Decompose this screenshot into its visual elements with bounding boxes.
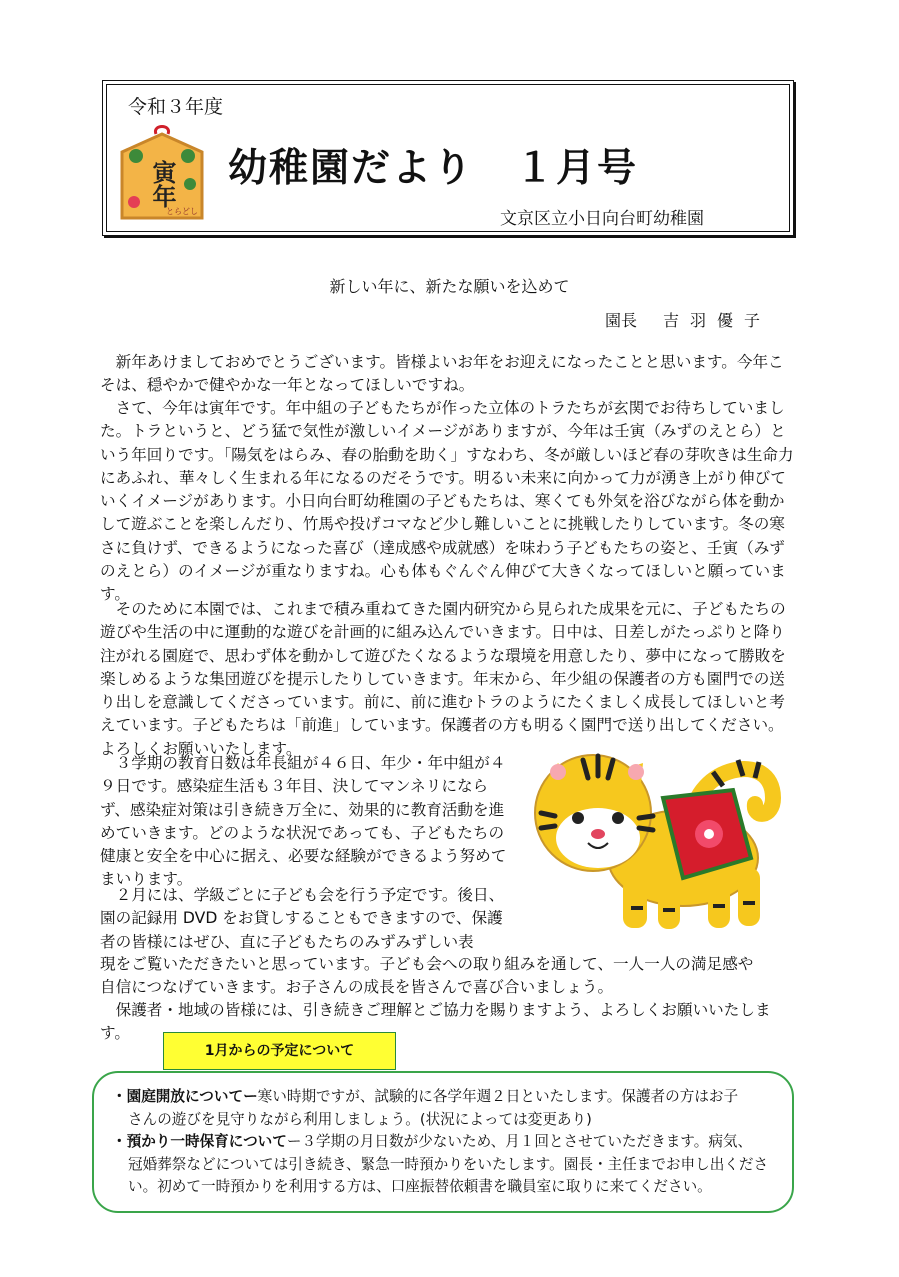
signature-name: 吉羽優子 [663,311,772,330]
newsletter-title: 幼稚園だより １月号 [228,146,639,191]
paragraph-closing: 保護者・地域の皆様には、引き続きご理解とご協力を賜りますよう、よろしくお願いいたします。 [100,1001,771,1043]
paragraph-greeting: 新年あけましておめでとうございます。皆様よいお年をお迎えになったことと思います。今年こそは、穏やかで健やかな一年となってほしいですね。 [100,353,784,395]
paragraph-event-cont-2: 自信につなげていきます。お子さんの成長を皆さんで喜び合いましょう。 [100,978,614,996]
signature-role: 園長 [605,311,638,330]
signature [605,308,771,331]
schedule-item-cont: さんの遊びを見守りながら利用しましょう。(状況によっては変更あり) [128,1110,592,1128]
schedule-item-text: 寒い時期ですが、試験的に各学年週２日といたします。保護者の方はお子 [257,1088,739,1105]
tiger-illustration [533,738,783,938]
bullet: ・ [112,1133,127,1150]
bullet: ・ [112,1088,127,1105]
schedule-item-title: 預かり一時保育について [126,1133,287,1150]
paragraph-plan: そのために本園では、これまで積み重ねてきた園内研究から見られた成果を元に、子どもたちの遊びや生活の中に運動的な遊びを計画的に組み込んでいきます。日中は、日差しがたっぷりと降り注がれる園庭で、思わず体を動かして遊びたくなるような環境を用意したり、夢中になって勝敗を楽しめるような集団遊びを提示したりしていきます。年末から、年少組の保護者の方も園門での送り出しを意識してくださっています。前に、前に進むトラのようにたくましく成長してほしいと考えています。子どもたちは「前進」しています。保護者の方も明るく園門で送り出してください。よろしくお願いいたします。 [100,600,786,758]
schedule-item-cont: 冠婚葬祭などについては引き続き、緊急一時預かりをいたします。園長・主任までお申し出ください。初めて一時預かりを利用する方は、口座振替依頼書を職員室に取りに来てください。 [128,1155,769,1195]
ema-plaque-icon [112,122,212,222]
schedule-label: 1月からの予定について [163,1032,396,1070]
schedule-item-childcare [112,1131,782,1199]
paragraph-tiger-year: さて、今年は寅年です。年中組の子どもたちが作った立体のトラたちが玄関でお待ちしていました。トラというと、どう猛で気性が激しいイメージがありますが、今年は壬寅（みずのえとら）という年回りです。「陽気をはらみ、春の胎動を助く」すなわち、冬が厳しいほど春の芽吹きは生命力にあふれ、華々しく生まれる年になるのだそうです。明るい未来に向かって力が湧き上がり伸びていくイメージがあります。小日向台町幼稚園の子どもたちは、寒くても外気を浴びながら体を動かして遊ぶことを楽しんだり、竹馬や投げコマなど少し難しいことに挑戦したりしています。冬の寒さに負けず、できるようになった喜び（達成感や成就感）を味わう子どもたちの姿と、壬寅（みずのえとら）のイメージが重なりますね。心も体もぐんぐん伸びて大きくなってほしいと願っています。 [100,399,794,604]
school-year: 令和３年度 [128,96,224,118]
paragraph-term: ３学期の教育日数は年長組が４６日、年少・年中組が４９日です。感染症生活も３年目、決してマンネリにならず、感染症対策は引き続き万全に、効果的に教育活動を進めていきます。どのような状況であっても、子どもたちの健康と安全を中心に据え、必要な経験ができるよう努めてまいります。 [100,754,507,889]
paragraph-event-cont-1: 現をご覧いただきたいと思っています。子ども会への取り組みを通して、一人一人の満足感や [100,955,754,973]
school-name: 文京区立小日向台町幼稚園 [500,209,704,229]
article-heading: 新しい年に、新たな願いを込めて [329,277,570,296]
schedule-item-text: ー３学期の月日数が少ないため、月１回とさせていただきます。病気、 [286,1133,753,1150]
ema-sub-text: とらどし [166,207,198,216]
paragraph-event: ２月には、学級ごとに子ども会を行う予定です。後日、園の記録用 DVD をお貸しすることもできますので、保護者の皆様にはぜひ、直に子どもたちのみずみずしい表 [100,886,505,951]
ema-main-text: 寅年 [148,160,176,208]
schedule-item-playground [112,1086,782,1131]
schedule-item-title: 園庭開放についてー [126,1088,258,1105]
